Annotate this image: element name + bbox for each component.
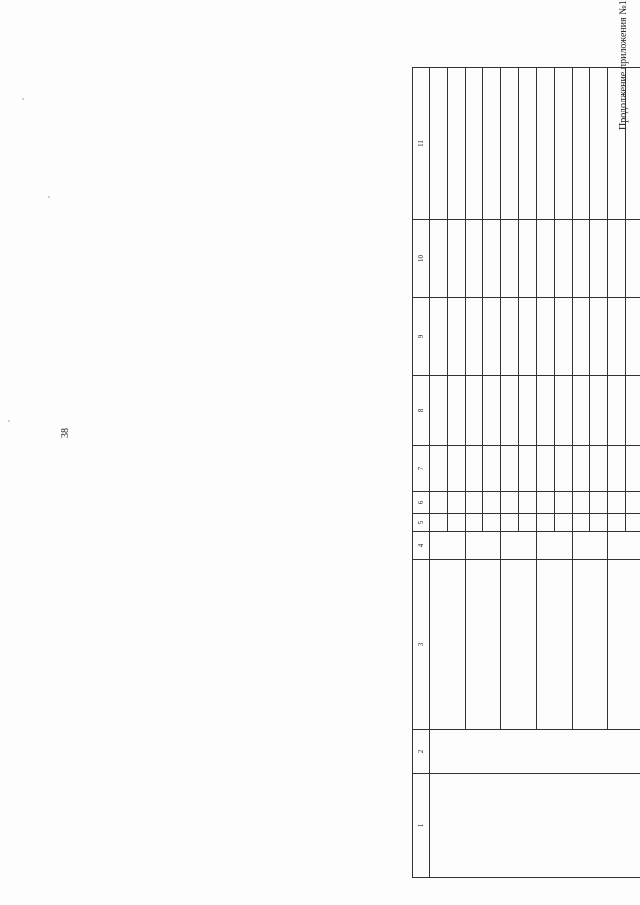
- value-cell: [465, 220, 483, 298]
- column-number: 2: [413, 730, 430, 774]
- scan-speck: [48, 196, 50, 198]
- value-cell: [590, 492, 608, 514]
- value-cell: [519, 492, 537, 514]
- value-cell: [519, 220, 537, 298]
- column-number: 4: [413, 532, 430, 560]
- value-cell: [465, 446, 483, 492]
- year-cell: [536, 514, 554, 532]
- unit-cell: [501, 532, 537, 560]
- value-cell: [519, 298, 537, 376]
- measure-cell: [572, 560, 608, 730]
- value-cell: [554, 492, 572, 514]
- value-cell: [483, 298, 501, 376]
- year-cell: [483, 514, 501, 532]
- section-cell: [430, 774, 640, 878]
- value-cell: [572, 220, 590, 298]
- value-cell: [608, 492, 626, 514]
- appendix-continuation-note: Продолжение приложения №1: [618, 0, 629, 130]
- year-cell: [465, 514, 483, 532]
- value-cell: [430, 68, 448, 220]
- value-cell: [625, 298, 640, 376]
- value-cell: [430, 298, 448, 376]
- year-cell: [572, 514, 590, 532]
- value-cell: [536, 68, 554, 220]
- column-number: 7: [413, 446, 430, 492]
- scan-speck: [8, 420, 10, 422]
- value-cell: [447, 446, 465, 492]
- value-cell: [572, 298, 590, 376]
- value-cell: [554, 446, 572, 492]
- year-cell: [430, 514, 448, 532]
- value-cell: [501, 68, 519, 220]
- value-cell: [590, 68, 608, 220]
- year-cell: [608, 514, 626, 532]
- value-cell: [465, 492, 483, 514]
- value-cell: [625, 492, 640, 514]
- column-number: 9: [413, 298, 430, 376]
- year-cell: [501, 514, 519, 532]
- value-cell: [501, 446, 519, 492]
- column-number: 10: [413, 220, 430, 298]
- responsible-cell: [430, 730, 640, 774]
- value-cell: [625, 376, 640, 446]
- value-cell: [554, 220, 572, 298]
- value-cell: [608, 376, 626, 446]
- value-cell: [430, 446, 448, 492]
- value-cell: [590, 446, 608, 492]
- measure-cell: [430, 560, 466, 730]
- measure-cell: [608, 560, 640, 730]
- year-cell: [519, 514, 537, 532]
- value-cell: [430, 376, 448, 446]
- value-cell: [430, 220, 448, 298]
- measure-cell: [501, 560, 537, 730]
- value-cell: [430, 492, 448, 514]
- value-cell: [483, 68, 501, 220]
- page-number: 38: [60, 428, 71, 438]
- column-number: 3: [413, 560, 430, 730]
- value-cell: [608, 298, 626, 376]
- value-cell: [519, 376, 537, 446]
- value-cell: [590, 220, 608, 298]
- value-cell: [536, 446, 554, 492]
- year-cell: [554, 514, 572, 532]
- value-cell: [465, 376, 483, 446]
- column-number: 8: [413, 376, 430, 446]
- value-cell: [554, 376, 572, 446]
- value-cell: [483, 220, 501, 298]
- value-cell: [536, 492, 554, 514]
- value-cell: [447, 220, 465, 298]
- measure-cell: [536, 560, 572, 730]
- value-cell: [572, 446, 590, 492]
- value-cell: [625, 68, 640, 220]
- measure-cell: [465, 560, 501, 730]
- value-cell: [483, 376, 501, 446]
- value-cell: [465, 68, 483, 220]
- value-cell: [536, 298, 554, 376]
- unit-cell: [608, 532, 640, 560]
- column-number-row: [413, 68, 430, 878]
- rotated-table: [412, 68, 640, 878]
- value-cell: [590, 376, 608, 446]
- value-cell: [447, 298, 465, 376]
- value-cell: [447, 376, 465, 446]
- column-number: 6: [413, 492, 430, 514]
- unit-cell: [430, 532, 466, 560]
- value-cell: [501, 298, 519, 376]
- value-cell: [447, 492, 465, 514]
- value-cell: [554, 68, 572, 220]
- value-cell: [447, 68, 465, 220]
- unit-cell: [572, 532, 608, 560]
- value-cell: [625, 446, 640, 492]
- table-row: [430, 68, 448, 878]
- value-cell: [501, 492, 519, 514]
- value-cell: [536, 376, 554, 446]
- value-cell: [501, 220, 519, 298]
- value-cell: [501, 376, 519, 446]
- value-cell: [608, 220, 626, 298]
- value-cell: [554, 298, 572, 376]
- year-cell: [447, 514, 465, 532]
- value-cell: [572, 492, 590, 514]
- unit-cell: [465, 532, 501, 560]
- column-number: 1: [413, 774, 430, 878]
- value-cell: [536, 220, 554, 298]
- value-cell: [519, 446, 537, 492]
- value-cell: [465, 298, 483, 376]
- value-cell: [483, 446, 501, 492]
- program-measures-table: [412, 67, 640, 878]
- year-cell: [590, 514, 608, 532]
- value-cell: [590, 298, 608, 376]
- value-cell: [483, 492, 501, 514]
- unit-cell: [536, 532, 572, 560]
- value-cell: [572, 376, 590, 446]
- value-cell: [572, 68, 590, 220]
- value-cell: [519, 68, 537, 220]
- value-cell: [608, 68, 626, 220]
- column-number: 11: [413, 68, 430, 220]
- value-cell: [608, 446, 626, 492]
- value-cell: [625, 220, 640, 298]
- column-number: 5: [413, 514, 430, 532]
- year-cell: [625, 514, 640, 532]
- scan-speck: [22, 98, 24, 100]
